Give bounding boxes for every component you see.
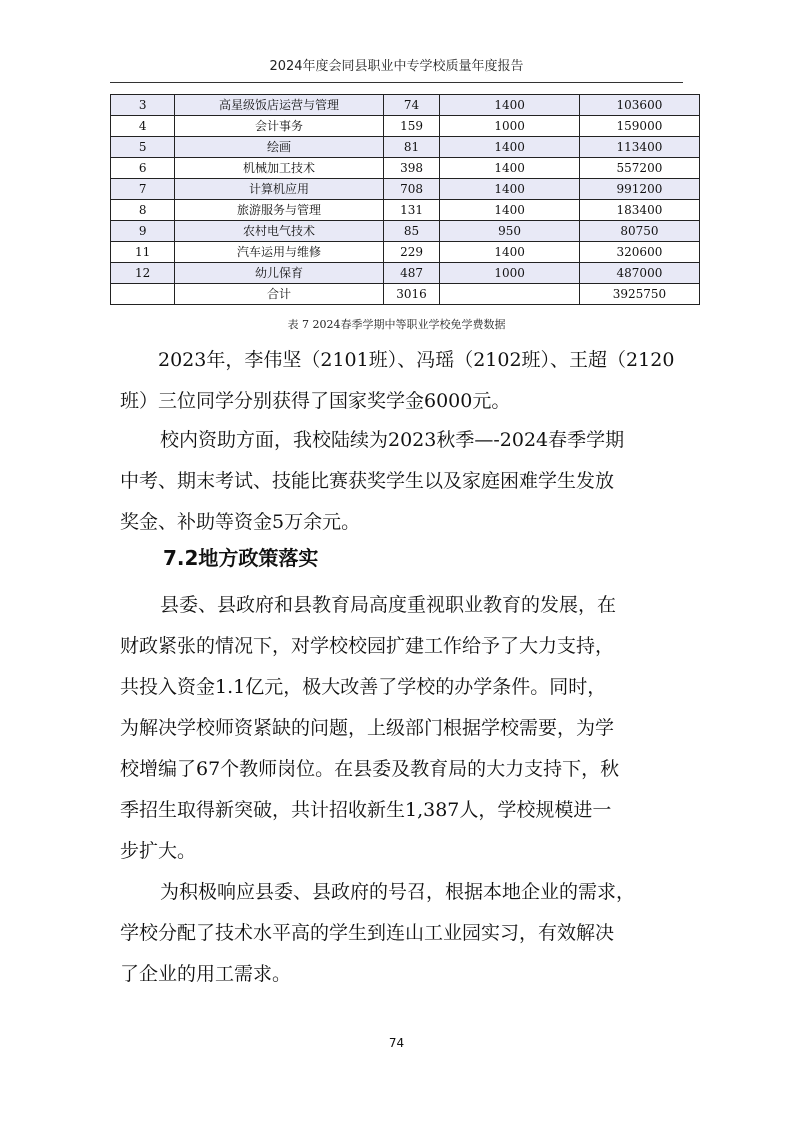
table-row bbox=[111, 95, 700, 116]
table-cell: 113400 bbox=[579, 137, 699, 158]
table-cell: 3925750 bbox=[579, 284, 699, 305]
table-cell: 绘画 bbox=[175, 137, 383, 158]
table-cell: 6 bbox=[111, 158, 175, 179]
table-cell: 1000 bbox=[440, 116, 580, 137]
table-cell: 12 bbox=[111, 263, 175, 284]
paragraph-local-policy bbox=[120, 585, 670, 872]
table-row bbox=[111, 221, 700, 242]
table-row bbox=[111, 116, 700, 137]
table-cell: 1400 bbox=[440, 158, 580, 179]
paragraph-line: 步扩大。 bbox=[120, 840, 197, 862]
table-cell: 398 bbox=[383, 158, 440, 179]
table-cell bbox=[111, 284, 175, 305]
table-cell: 80750 bbox=[579, 221, 699, 242]
table-cell: 11 bbox=[111, 242, 175, 263]
paragraph-line: 2023年，李伟坚（2101班）、冯瑶（2102班）、王超（2120 bbox=[158, 349, 675, 371]
table-row bbox=[111, 179, 700, 200]
table-cell: 159 bbox=[383, 116, 440, 137]
table-cell: 708 bbox=[383, 179, 440, 200]
paragraph-line: 为积极响应县委、县政府的号召，根据本地企业的需求， bbox=[160, 881, 636, 903]
paragraph-scholarship bbox=[120, 340, 675, 422]
paragraph-school-aid bbox=[120, 420, 670, 543]
table-cell: 1400 bbox=[440, 95, 580, 116]
page-header: 2024年度会同县职业中专学校质量年度报告 bbox=[269, 59, 524, 74]
tuition-table bbox=[110, 94, 700, 305]
table-cell: 81 bbox=[383, 137, 440, 158]
table-cell: 农村电气技术 bbox=[175, 221, 383, 242]
table-cell: 5 bbox=[111, 137, 175, 158]
header-rule bbox=[110, 82, 683, 83]
table-cell: 旅游服务与管理 bbox=[175, 200, 383, 221]
table-cell: 1400 bbox=[440, 200, 580, 221]
table-cell: 229 bbox=[383, 242, 440, 263]
table-cell: 会计事务 bbox=[175, 116, 383, 137]
table-cell: 7 bbox=[111, 179, 175, 200]
table-cell: 8 bbox=[111, 200, 175, 221]
table-cell: 74 bbox=[383, 95, 440, 116]
paragraph-line: 奖金、补助等资金5万余元。 bbox=[120, 511, 361, 533]
table-row bbox=[111, 263, 700, 284]
table-cell: 131 bbox=[383, 200, 440, 221]
table-cell: 320600 bbox=[579, 242, 699, 263]
table-cell: 9 bbox=[111, 221, 175, 242]
table-cell: 103600 bbox=[579, 95, 699, 116]
paragraph-line: 财政紧张的情况下，对学校校园扩建工作给予了大力支持， bbox=[120, 635, 615, 657]
page-number: 74 bbox=[388, 1036, 405, 1050]
table-cell: 487 bbox=[383, 263, 440, 284]
paragraph-line: 班）三位同学分别获得了国家奖学金6000元。 bbox=[120, 390, 511, 412]
table-row bbox=[111, 200, 700, 221]
table-cell: 幼儿保育 bbox=[175, 263, 383, 284]
table-row bbox=[111, 284, 700, 305]
table-cell: 汽车运用与维修 bbox=[175, 242, 383, 263]
table-cell: 85 bbox=[383, 221, 440, 242]
table-cell: 3016 bbox=[383, 284, 440, 305]
paragraph-industrial-park bbox=[120, 872, 670, 995]
table-cell: 991200 bbox=[579, 179, 699, 200]
paragraph-line: 学校分配了技术水平高的学生到连山工业园实习，有效解决 bbox=[120, 922, 615, 944]
paragraph-line: 了企业的用工需求。 bbox=[120, 963, 292, 985]
table-cell: 950 bbox=[440, 221, 580, 242]
paragraph-line: 共投入资金1.1亿元，极大改善了学校的办学条件。同时， bbox=[120, 676, 607, 698]
table-cell: 高星级饭店运营与管理 bbox=[175, 95, 383, 116]
table-cell: 557200 bbox=[579, 158, 699, 179]
table-cell: 机械加工技术 bbox=[175, 158, 383, 179]
table-cell: 159000 bbox=[579, 116, 699, 137]
table-row bbox=[111, 158, 700, 179]
paragraph-line: 校内资助方面，我校陆续为2023秋季—-2024春季学期 bbox=[160, 429, 625, 451]
table-cell: 3 bbox=[111, 95, 175, 116]
paragraph-line: 为解决学校师资紧缺的问题，上级部门根据学校需要，为学 bbox=[120, 717, 615, 739]
section-title: 7.2地方政策落实 bbox=[163, 546, 319, 570]
paragraph-line: 县委、县政府和县教育局高度重视职业教育的发展，在 bbox=[160, 594, 617, 616]
table-cell bbox=[440, 284, 580, 305]
paragraph-line: 校增编了67个教师岗位。在县委及教育局的大力支持下，秋 bbox=[120, 758, 620, 780]
paragraph-line: 中考、期末考试、技能比赛获奖学生以及家庭困难学生发放 bbox=[120, 470, 615, 492]
table-cell: 4 bbox=[111, 116, 175, 137]
table-cell: 1400 bbox=[440, 179, 580, 200]
table-cell: 合计 bbox=[175, 284, 383, 305]
table-cell: 1400 bbox=[440, 137, 580, 158]
table-cell: 1400 bbox=[440, 242, 580, 263]
paragraph-line: 季招生取得新突破，共计招收新生1,387人，学校规模进一 bbox=[120, 799, 612, 821]
table-cell: 183400 bbox=[579, 200, 699, 221]
table-cell: 1000 bbox=[440, 263, 580, 284]
table-caption: 表 7 2024春季学期中等职业学校免学费数据 bbox=[287, 318, 506, 331]
table-row bbox=[111, 242, 700, 263]
table-row bbox=[111, 137, 700, 158]
table-cell: 计算机应用 bbox=[175, 179, 383, 200]
table-cell: 487000 bbox=[579, 263, 699, 284]
